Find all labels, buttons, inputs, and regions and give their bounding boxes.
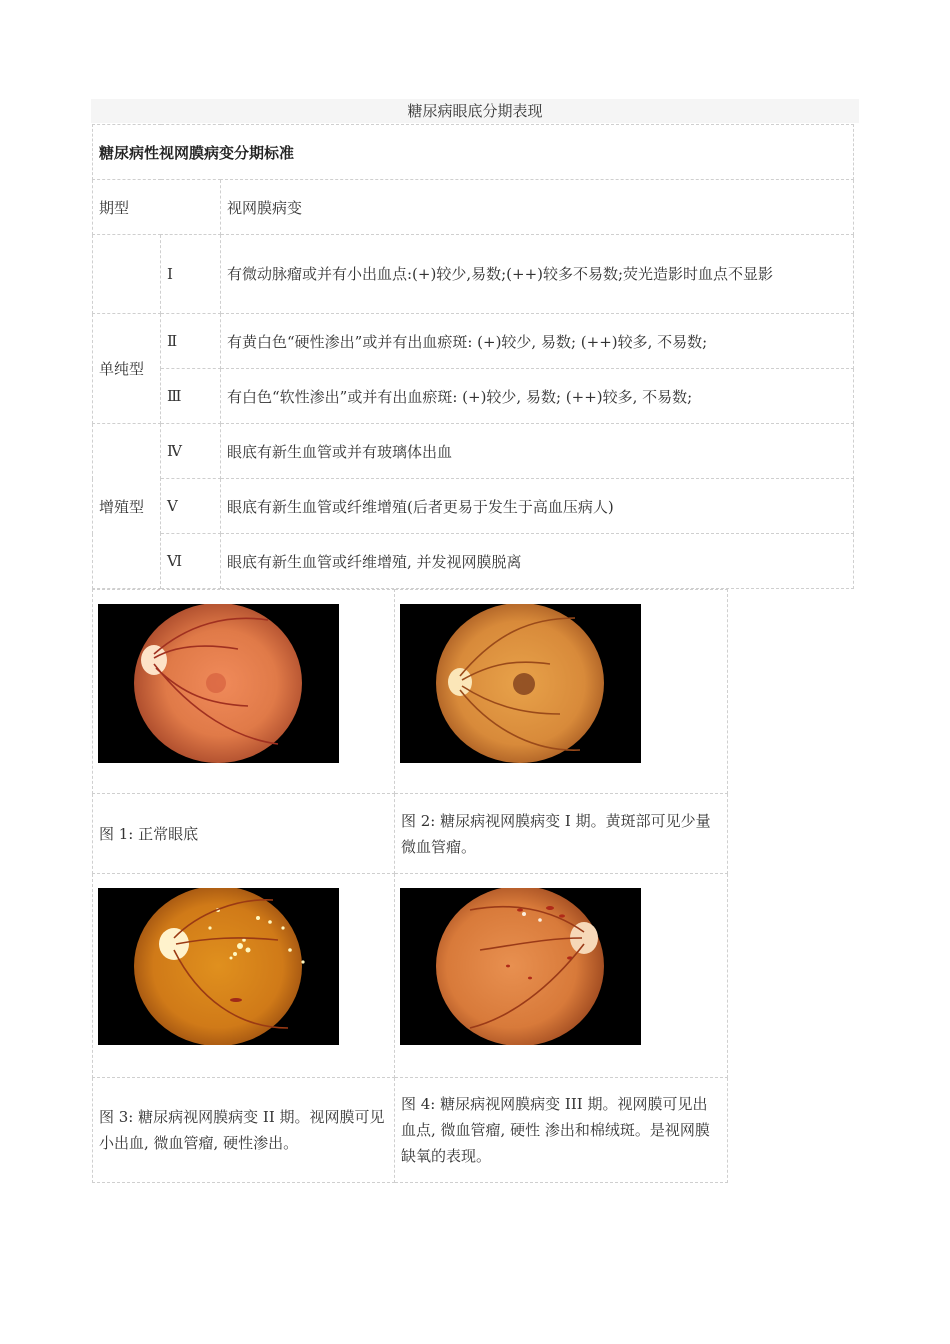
column-header-lesion: 视网膜病变 xyxy=(221,180,854,235)
group-label-proliferative: 增殖型 xyxy=(93,424,161,589)
group-label-simple: 单纯型 xyxy=(93,314,161,424)
fundus-photo-table xyxy=(92,589,728,1183)
stage-number: Ⅱ xyxy=(161,314,221,369)
stage-description: 有黄白色“硬性渗出”或并有出血瘀斑: (+)较少, 易数; (++)较多, 不易数; xyxy=(221,314,854,369)
figure-caption: 图 3: 糖尿病视网膜病变 II 期。视网膜可见小出血, 微血管瘤, 硬性渗出。 xyxy=(93,1078,395,1183)
table-heading: 糖尿病性视网膜病变分期标准 xyxy=(93,125,854,180)
fundus-photo-cell xyxy=(395,590,728,794)
figure-caption: 图 2: 糖尿病视网膜病变 I 期。黄斑部可见少量微血管瘤。 xyxy=(395,794,728,874)
fundus-photo-stage2 xyxy=(98,888,339,1045)
stage-description: 眼底有新生血管或纤维增殖, 并发视网膜脱离 xyxy=(221,534,854,589)
fundus-photo-cell xyxy=(93,874,395,1078)
fundus-photo-normal xyxy=(98,604,339,763)
stage-number: Ⅵ xyxy=(161,534,221,589)
fundus-photo-stage1 xyxy=(400,604,641,763)
stage-number: Ⅲ xyxy=(161,369,221,424)
stage-number: Ⅰ xyxy=(161,235,221,314)
staging-table xyxy=(92,124,854,589)
stage-number: Ⅳ xyxy=(161,424,221,479)
fundus-photo-cell xyxy=(93,590,395,794)
document-title: 糖尿病眼底分期表现 xyxy=(91,99,859,123)
fundus-photo-cell xyxy=(395,874,728,1078)
stage-number: Ⅴ xyxy=(161,479,221,534)
column-header-type: 期型 xyxy=(93,180,221,235)
figure-caption: 图 4: 糖尿病视网膜病变 III 期。视网膜可见出血点, 微血管瘤, 硬性 渗出和棉绒斑。是视网膜缺氧的表现。 xyxy=(395,1078,728,1183)
stage-description: 眼底有新生血管或并有玻璃体出血 xyxy=(221,424,854,479)
stage-description: 眼底有新生血管或纤维增殖(后者更易于发生于高血压病人) xyxy=(221,479,854,534)
stage-description: 有白色“软性渗出”或并有出血瘀斑: (+)较少, 易数; (++)较多, 不易数; xyxy=(221,369,854,424)
figure-caption: 图 1: 正常眼底 xyxy=(93,794,395,874)
fundus-photo-stage3 xyxy=(400,888,641,1045)
stage-description: 有微动脉瘤或并有小出血点:(+)较少,易数;(++)较多不易数;荧光造影时血点不显影 xyxy=(221,235,854,314)
group-cell-empty xyxy=(93,235,161,314)
